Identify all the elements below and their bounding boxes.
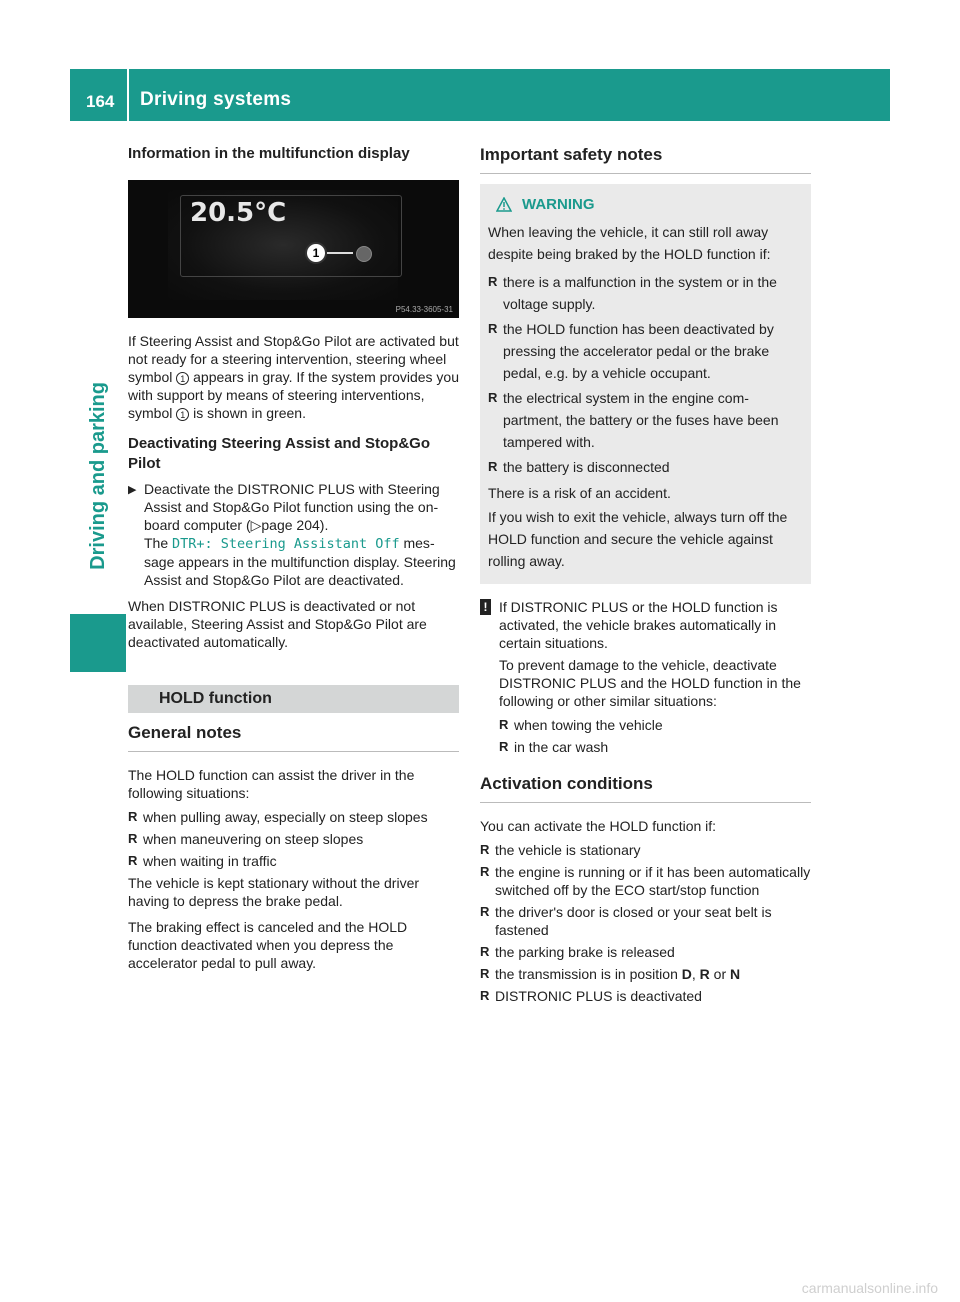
- exclamation-icon: !: [480, 599, 491, 615]
- bullet-icon: R: [499, 739, 509, 754]
- list-item-text: the driver's door is closed or your seat belt is fastened: [495, 904, 772, 938]
- general-intro: The HOLD function can assist the driver in the following situations:: [128, 767, 415, 801]
- notice-para-1: If DISTRONIC PLUS or the HOLD function is activated, the vehicle brakes automatically in certain situations.: [499, 599, 778, 651]
- steering-wheel-icon: [356, 246, 372, 262]
- info-heading: Information in the multifunction display: [128, 145, 410, 162]
- gear-n: N: [730, 966, 741, 982]
- page-number: 164: [86, 92, 115, 111]
- page-ref-link[interactable]: page 204: [261, 517, 320, 533]
- activation-heading: Activation conditions: [480, 774, 811, 803]
- warning-bullet-list: [488, 271, 803, 478]
- callout-inline: 1: [176, 372, 189, 385]
- list-item-text: when waiting in traffic: [143, 853, 277, 869]
- list-item-text: when towing the vehicle: [514, 717, 663, 733]
- general-notes-heading: General notes: [128, 723, 459, 752]
- list-item: [499, 738, 811, 756]
- list-item-text: the battery is disconnected: [503, 459, 670, 475]
- header-divider: [127, 69, 129, 121]
- left-column: [128, 145, 459, 972]
- list-item: [488, 318, 803, 384]
- warning-risk: There is a risk of an accident.: [488, 485, 671, 501]
- bullet-icon: R: [488, 390, 498, 405]
- bullet-icon: R: [480, 842, 490, 857]
- display-message: DTR+: Steering Assistant Off: [172, 536, 400, 552]
- gear-r: R: [699, 966, 710, 982]
- watermark[interactable]: carmanualsonline.info: [801, 1280, 938, 1296]
- activation-intro: You can activate the HOLD function if:: [480, 818, 717, 834]
- warning-triangle-icon: [496, 197, 512, 212]
- list-item-text: DISTRONIC PLUS is deactivated: [495, 988, 702, 1004]
- list-item-text: the parking brake is released: [495, 944, 675, 960]
- image-code: P54.33-3605-31: [395, 305, 453, 314]
- bullet-icon: R: [488, 459, 498, 474]
- safety-heading: Important safety notes: [480, 145, 811, 174]
- damage-notice: [480, 598, 811, 760]
- bullet-icon: R: [128, 831, 138, 846]
- list-item-text: the electrical system in the engine compartment, the battery or the fuses have been tampered with.: [503, 390, 779, 450]
- list-item-text: the engine is running or if it has been automatically switched off by the ECO start/stop function: [495, 864, 811, 898]
- list-item: [480, 841, 811, 859]
- step-text-2: ).: [319, 517, 329, 533]
- bullet-icon: R: [499, 717, 509, 732]
- list-item: [480, 987, 811, 1005]
- deactivate-step: [128, 480, 459, 589]
- callout-marker: 1: [305, 242, 327, 264]
- warning-label: WARNING: [522, 196, 595, 213]
- bullet-icon: R: [488, 274, 498, 289]
- list-item-text: in the car wash: [514, 739, 609, 755]
- warning-box: [480, 184, 811, 584]
- callout-inline: 1: [176, 408, 189, 421]
- list-item-text: when pulling away, especially on steep slopes: [143, 809, 428, 825]
- info-paragraph: [128, 332, 459, 422]
- list-item: [488, 387, 803, 453]
- info-text-1: If Steering Assist and Stop&Go Pilot are activated but not ready for a steering intervention, steering wheel symbol: [128, 333, 459, 385]
- list-item: [480, 965, 811, 983]
- warning-intro: When leaving the vehicle, it can still roll away despite being braked by the HOLD function if:: [488, 224, 771, 262]
- info-text-2: appears in gray. If the system provides you with support by means of steering interventions, symbol: [128, 369, 459, 421]
- gear-or: or: [709, 966, 731, 982]
- gear-d: D: [681, 966, 692, 982]
- bullet-icon: R: [480, 944, 490, 959]
- bullet-icon: R: [128, 853, 138, 868]
- step-text-3: The: [144, 535, 173, 551]
- hold-function-heading: HOLD function: [128, 685, 459, 713]
- warning-advice: If you wish to exit the vehicle, always turn off the HOLD function and secure the vehicle against rolling away.: [488, 509, 788, 569]
- bullet-icon: R: [480, 864, 490, 879]
- list-item: [480, 943, 811, 961]
- right-column: [480, 145, 811, 1009]
- list-item-text: the HOLD function has been deactivated by pressing the accelerator pedal or the brake pedal, e.g. by a vehicle occupant.: [503, 321, 774, 381]
- activation-bullet-list: [480, 841, 811, 1005]
- side-block: [70, 614, 126, 672]
- deactivating-heading: Deactivating Steering Assist and Stop&Go Pilot: [128, 435, 430, 472]
- braking-paragraph: The braking effect is canceled and the HOLD function deactivated when you depress the accelerator pedal to pull away.: [128, 919, 408, 971]
- bullet-icon: R: [488, 321, 498, 336]
- bullet-icon: R: [480, 904, 490, 919]
- step-arrow-icon: ▶: [128, 484, 137, 496]
- list-item: [128, 852, 459, 870]
- list-item-text: when maneuvering on steep slopes: [143, 831, 364, 847]
- notice-bullet-list: [499, 716, 811, 756]
- list-item-text: there is a malfunction in the system or in the voltage supply.: [503, 274, 777, 312]
- list-item: [488, 271, 803, 315]
- bullet-icon: R: [480, 966, 490, 981]
- warning-title: [488, 196, 803, 213]
- multifunction-display-image: [128, 180, 459, 318]
- step-text-1: Deactivate the DISTRONIC PLUS with Steering Assist and Stop&Go Pilot function using the on-board computer (: [144, 481, 440, 533]
- chapter-title: Driving systems: [140, 89, 292, 110]
- notice-para-2: To prevent damage to the vehicle, deactivate DISTRONIC PLUS and the HOLD function in the following or other similar situations:: [499, 657, 801, 709]
- list-item: [128, 830, 459, 848]
- page-ref-arrow-icon: ▷: [250, 517, 262, 533]
- bullet-icon: R: [480, 988, 490, 1003]
- list-item: [488, 456, 803, 478]
- list-item: [128, 808, 459, 826]
- temperature-readout: 20.5°C: [190, 198, 287, 228]
- list-item: [480, 863, 811, 899]
- list-item: [480, 903, 811, 939]
- auto-deactivate-paragraph: When DISTRONIC PLUS is deactivated or not available, Steering Assist and Stop&Go Pilot are deactivated automatically.: [128, 598, 427, 650]
- step-text-4: message appears in the multifunction display. Steering Assist and Stop&Go Pilot are deactivated.: [144, 535, 456, 588]
- general-bullet-list: [128, 808, 459, 870]
- bullet-icon: R: [128, 809, 138, 824]
- list-item: [499, 716, 811, 734]
- side-tab: [82, 140, 114, 570]
- stationary-paragraph: The vehicle is kept stationary without the driver having to depress the brake pedal.: [128, 875, 420, 909]
- side-label: Driving and parking: [86, 382, 109, 570]
- callout-line: [327, 252, 353, 254]
- info-text-3: is shown in green.: [189, 405, 306, 421]
- transmission-text: the transmission is in position: [495, 966, 682, 982]
- list-item-text: the vehicle is stationary: [495, 842, 641, 858]
- gear-separator: ,: [691, 966, 700, 982]
